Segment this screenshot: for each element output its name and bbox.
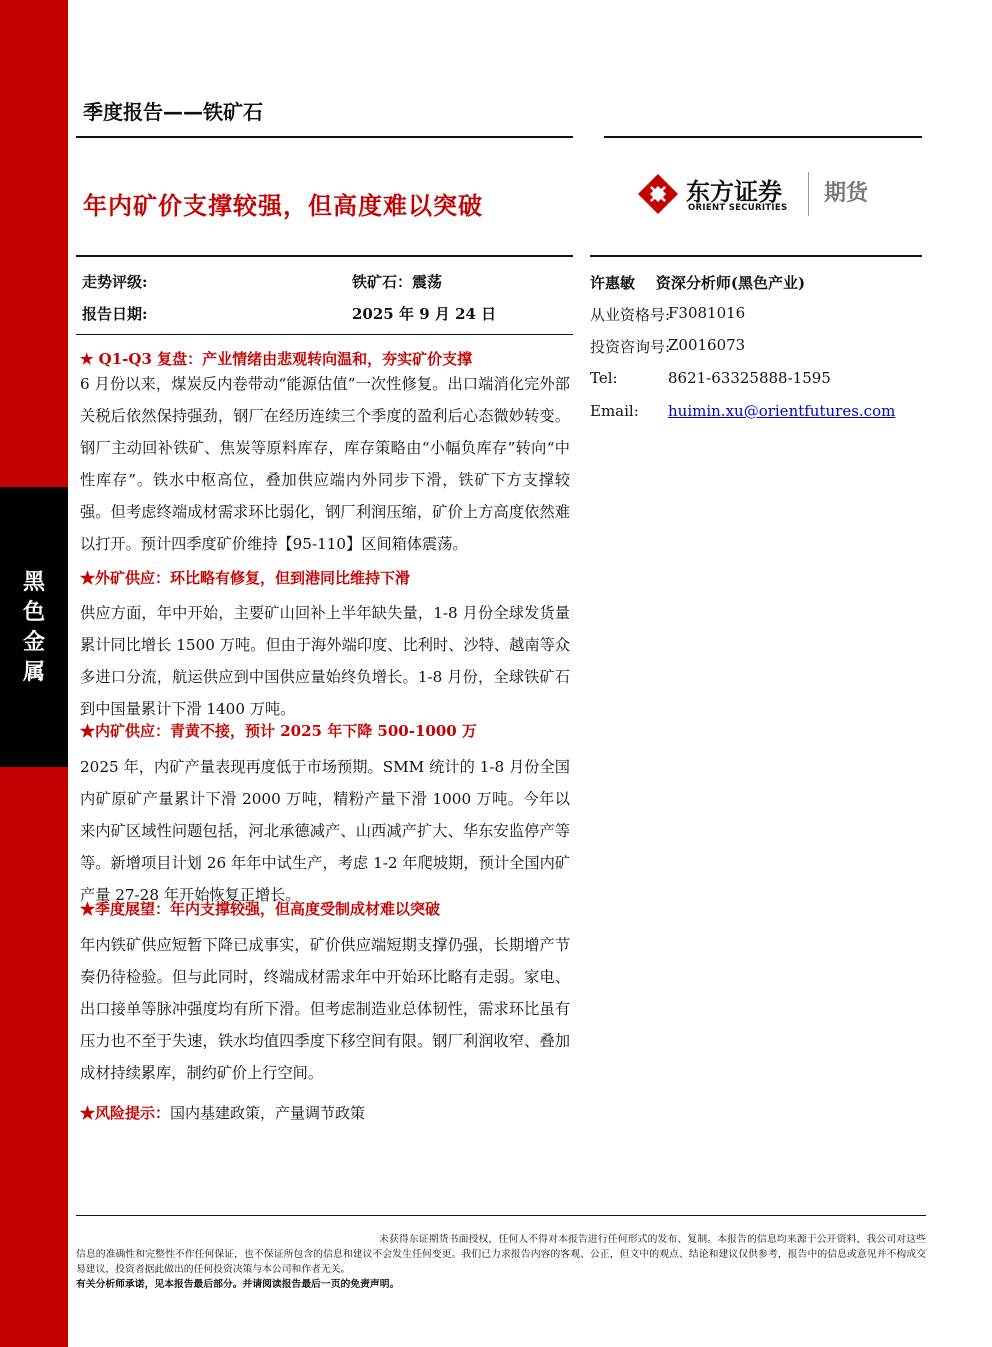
section-heading-domestic-supply: ★内矿供应：青黄不接，预计 2025 年下降 500-1000 万 xyxy=(80,722,477,740)
section-body-overseas-supply: 供应方面，年中开始，主要矿山回补上半年缺失量，1-8 月份全球发货量累计同比增长 1500 万吨。但由于海外端印度、比利时、沙特、越南等众多进口分流，航运供应到中国供应量始终负增长。1-8 月份，全球铁矿石到中国量累计下滑 1400 万吨。 xyxy=(80,604,570,718)
document-type: 季度报告——铁矿石 xyxy=(83,100,263,124)
date-label: 报告日期: xyxy=(82,305,148,323)
logo-separator xyxy=(808,172,809,216)
license-label: 从业资格号: xyxy=(590,306,671,324)
section-body-outlook: 年内铁矿供应短暂下降已成事实，矿价供应端短期支撑仍强，长期增产节奏仍待检验。但与此同时，终端成材需求年中开始环比略有走弱。家电、出口接单等脉冲强度均有所下滑。但考虑制造业总体韧性，需求环比虽有压力也不至于失速，铁水均值四季度下移空间有限。钢厂利润收窄、叠加成材持续累库，制约矿价上行空间。 xyxy=(80,936,570,1082)
risk-heading: ★风险提示： xyxy=(80,1104,171,1122)
analyst-consult xyxy=(590,336,746,357)
meta-rule-left xyxy=(76,255,573,257)
section-body-review: 6 月份以来，煤炭反内卷带动“能源估值”一次性修复。出口端消化完外部关税后依然保持强劲，钢厂在经历连续三个季度的盈利后心态微妙转变。钢厂主动回补铁矿、焦炭等原料库存，库存策略由“小幅负库存”转向“中性库存”。铁水中枢高位，叠加供应端内外同步下滑，铁矿下方支撑较强。但考虑终端成材需求环比弱化，钢厂利润压缩，矿价上方高度依然难以打开。预计四季度矿价维持【95-110】区间箱体震荡。 xyxy=(80,375,570,553)
category-char: 金 xyxy=(22,630,45,655)
logo-name-cn: 东方证券 xyxy=(686,178,782,206)
tel-value: 8621-63325888-1595 xyxy=(668,369,831,387)
consult-label: 投资咨询号: xyxy=(590,338,671,356)
footer-rule xyxy=(76,1215,926,1216)
disclaimer xyxy=(76,1232,926,1292)
report-title: 年内矿价支撑较强，但高度难以突破 xyxy=(83,192,483,220)
consult-value: Z0016073 xyxy=(668,336,746,354)
category-label xyxy=(22,568,46,688)
company-logo xyxy=(636,170,896,220)
analyst-name-title: 许惠敏 资深分析师(黑色产业) xyxy=(590,274,806,292)
tel-label: Tel: xyxy=(590,369,618,387)
analyst-email xyxy=(590,402,896,420)
category-char: 色 xyxy=(22,600,45,625)
license-value: F3081016 xyxy=(668,304,746,322)
logo-mark-icon xyxy=(636,172,680,216)
rating-value: 铁矿石：震荡 xyxy=(352,273,443,291)
category-char: 黑 xyxy=(22,570,45,595)
meta-rule-bottom xyxy=(76,334,573,335)
risk-section xyxy=(80,1102,365,1123)
email-link[interactable]: huimin.xu@orientfutures.com xyxy=(668,402,896,420)
section-heading-review: ★ Q1-Q3 复盘：产业情绪由悲观转向温和，夯实矿价支撑 xyxy=(80,350,473,368)
header-rule-right xyxy=(604,136,922,138)
rating-label: 走势评级: xyxy=(82,273,148,291)
analyst-tel xyxy=(590,369,831,387)
meta-rule-right xyxy=(590,255,922,257)
email-label: Email: xyxy=(590,402,639,420)
disclaimer-text: 未获得东证期货书面授权，任何人不得对本报告进行任何形式的发布、复制。本报告的信息均来源于公开资料，我公司对这些信息的准确性和完整性不作任何保证，也不保证所包含的信息和建议不会发生任何变更。我们已力求报告内容的客观、公正，但文中的观点、结论和建议仅供参考，报告中的信息或意见并不构成交易建议，投资者据此做出的任何投资决策与本公司和作者无关。 xyxy=(76,1234,926,1275)
logo-name-en: ORIENT SECURITIES xyxy=(688,203,788,213)
section-body-domestic-supply: 2025 年，内矿产量表现再度低于市场预期。SMM 统计的 1-8 月份全国内矿原矿产量累计下滑 2000 万吨，精粉产量下滑 1000 万吨。今年以来内矿区域性问题包括，河北承德减产、山西减产扩大、华东安监停产等等。新增项目计划 26 年年中试生产，考虑 1-2 年爬坡期，预计全国内矿产量 27-28 年开始恢复正增长。 xyxy=(80,758,570,904)
category-char: 属 xyxy=(22,660,45,685)
header-rule-left xyxy=(76,136,573,138)
risk-body: 国内基建政策，产量调节政策 xyxy=(170,1104,366,1122)
logo-division: 期货 xyxy=(824,181,869,206)
date-value: 2025 年 9 月 24 日 xyxy=(352,305,497,323)
analyst-license xyxy=(590,304,746,325)
section-heading-overseas-supply: ★外矿供应：环比略有修复，但到港同比维持下滑 xyxy=(80,569,411,587)
section-heading-outlook: ★季度展望：年内支撑较强，但高度受制成材难以突破 xyxy=(80,900,441,918)
disclaimer-analyst-note: 有关分析师承诺，见本报告最后部分。并请阅读报告最后一页的免责声明。 xyxy=(76,1279,400,1290)
